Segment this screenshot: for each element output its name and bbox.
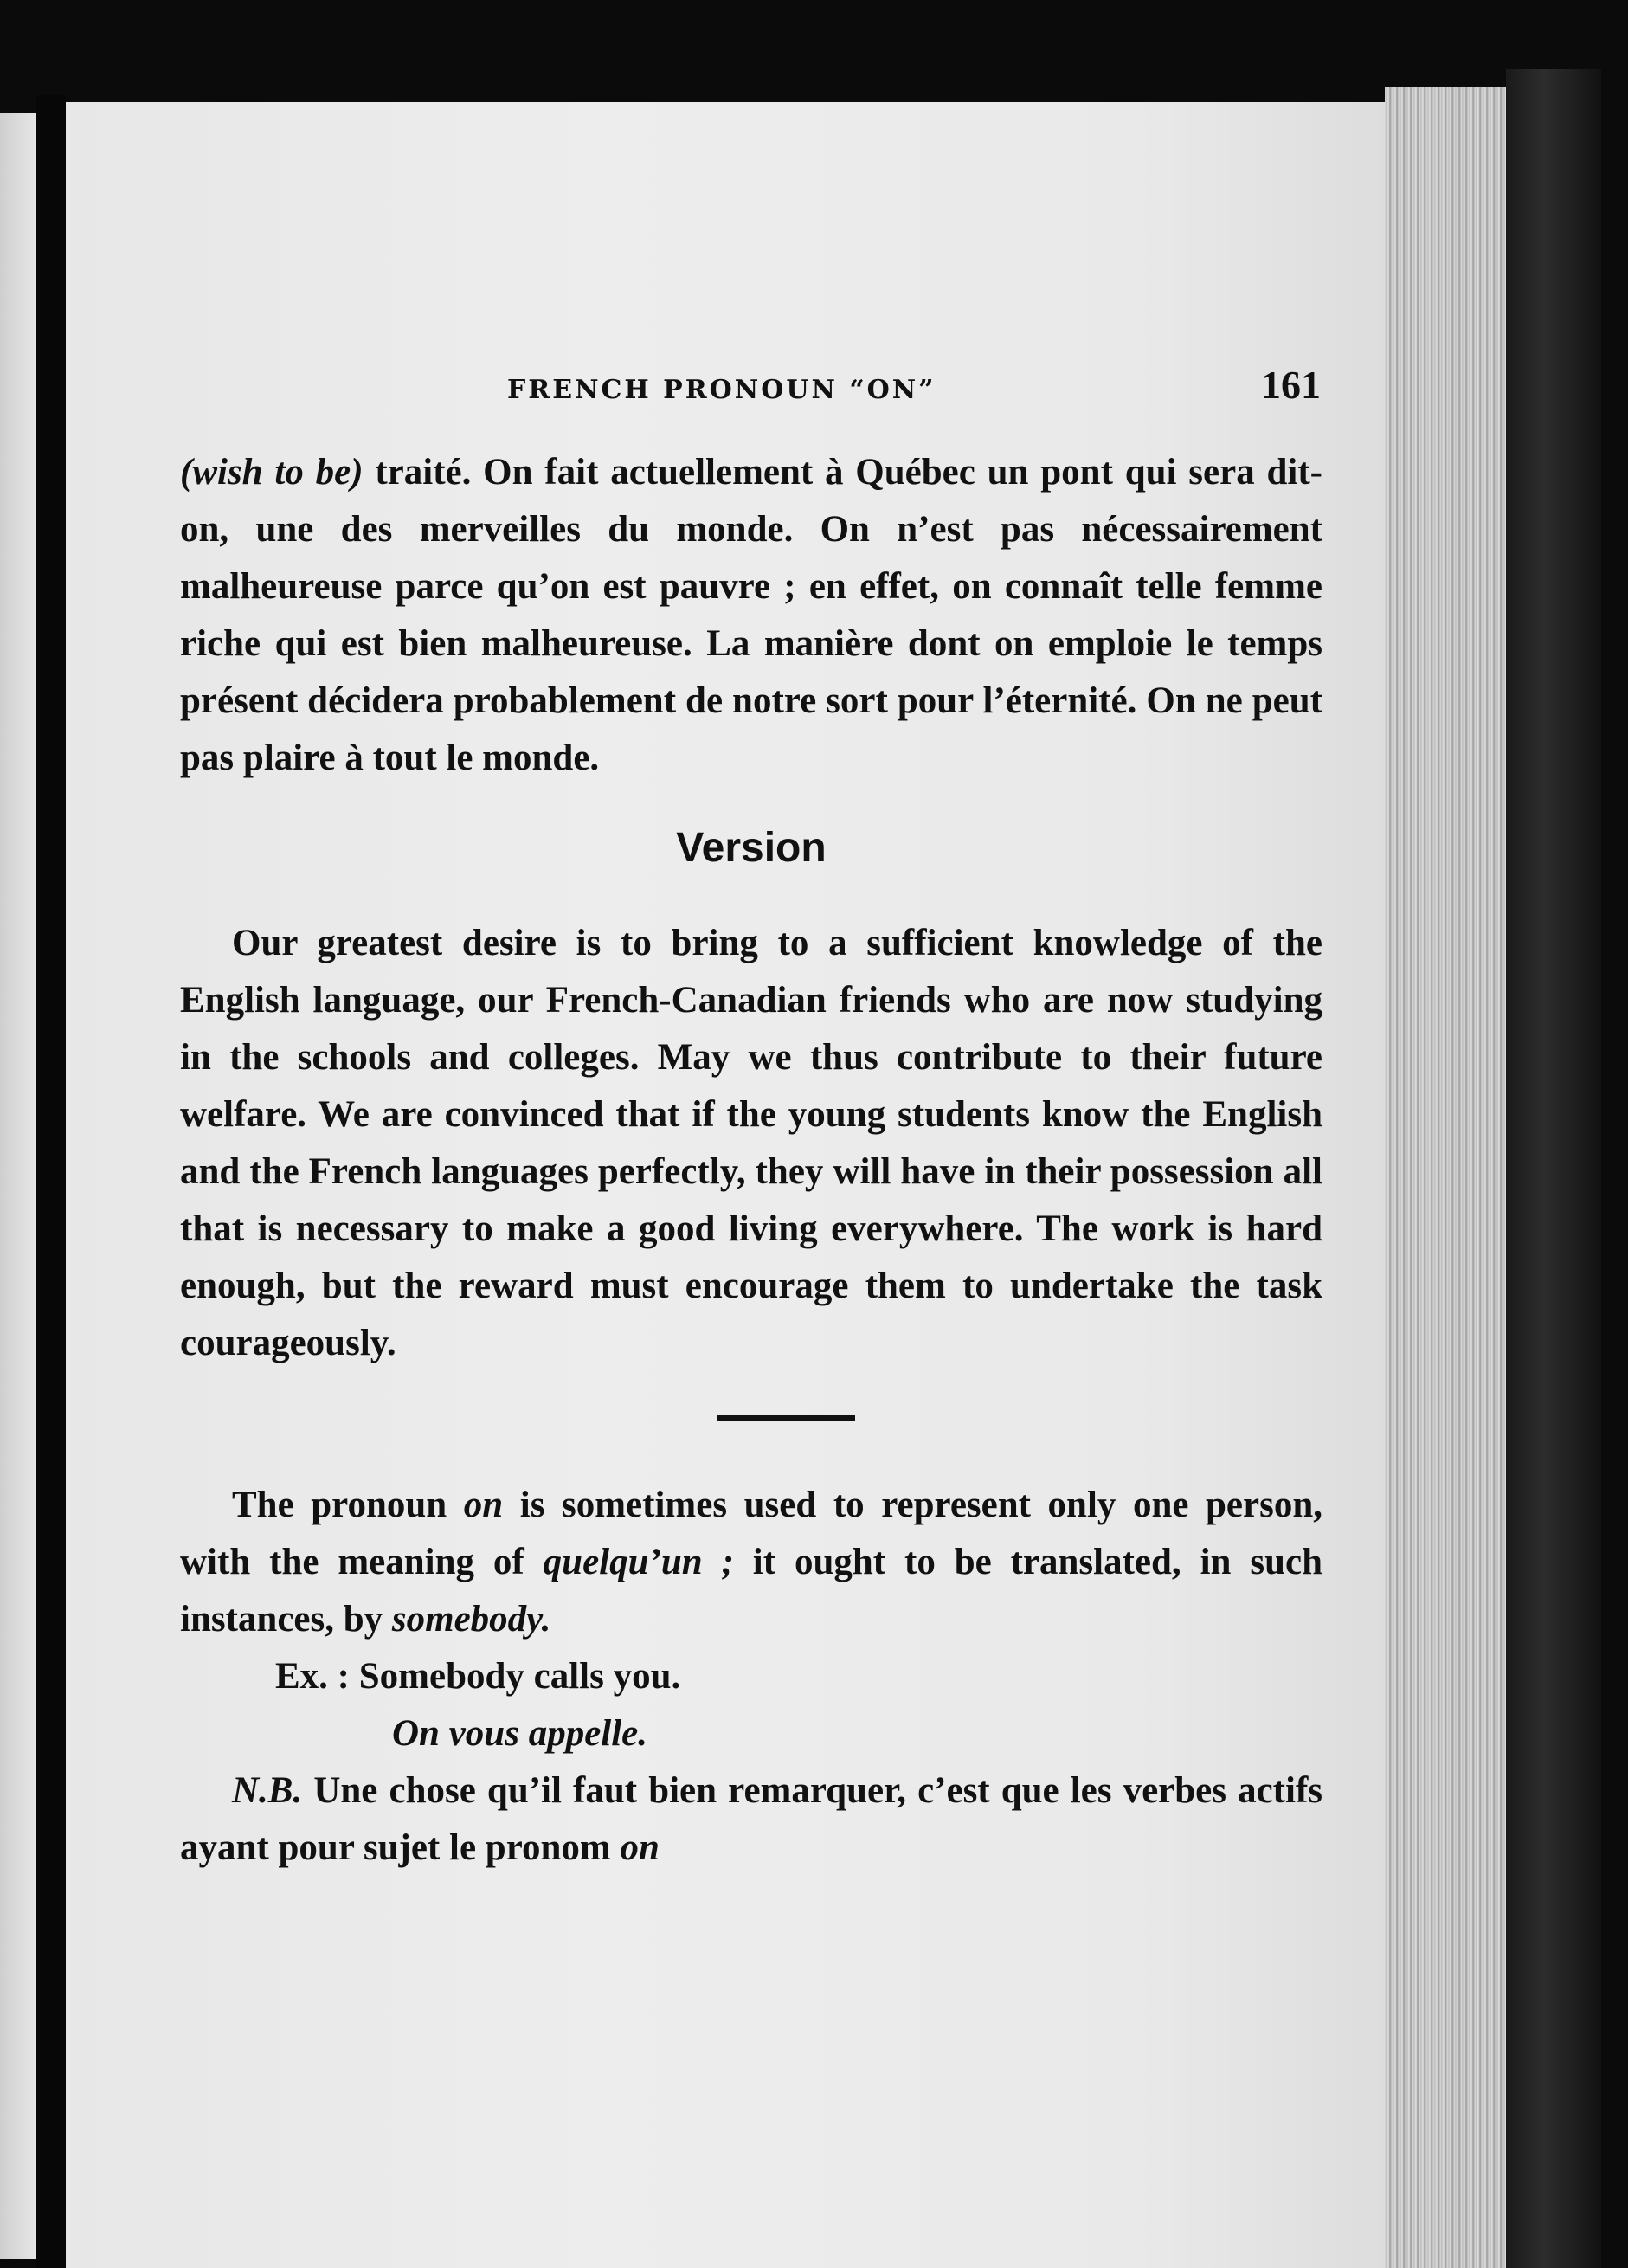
text-span: is sometimes used to represent only one person, with the meaning of	[180, 1485, 1322, 1582]
page-number: 161	[1261, 363, 1321, 407]
example-english	[180, 1648, 1322, 1705]
paragraph-pronoun-rule	[180, 1477, 1322, 1648]
page-body	[180, 444, 1322, 1877]
book-page	[66, 102, 1407, 2268]
example-sentence: Somebody calls you.	[358, 1656, 681, 1697]
paragraph-text: traité. On fait actuellement à Québec un pont qui sera dit-on, une des merveilles du monde. On n’est pas nécessairement malheureuse parce qu’on est pauvre ; en effet, on connaît telle femme riche qui est bien malheureuse. La manière dont on emploie le temps présent décidera probablement de notre sort pour l’éternité. On ne peut pas plaire à tout le monde.	[180, 452, 1322, 778]
book-cover-edge	[1506, 69, 1601, 2268]
paragraph-version: Our greatest desire is to bring to a sufficient knowledge of the English language, our French-Canadian friends who are now studying in the schools and colleges. May we thus contribute to their future welfare. We are convinced that if the young students know the English and the French languages perfectly, they will have in their possession all that is necessary to make a good living everywhere. The work is hard enough, but the reward must encourage them to undertake the task courageously.	[180, 923, 1322, 1363]
left-page-edge	[0, 113, 36, 2259]
italic-term: on	[620, 1827, 660, 1868]
text-span: The pronoun	[232, 1485, 464, 1525]
italic-term: quelqu’un ;	[543, 1542, 734, 1582]
note-label: N.B.	[232, 1770, 303, 1811]
example-french: On vous appelle.	[392, 1713, 648, 1754]
italic-term: on	[463, 1485, 504, 1525]
running-title: FRENCH PRONOUN “ON”	[507, 375, 936, 405]
page-stack-edge	[1385, 87, 1506, 2268]
section-divider	[717, 1415, 855, 1421]
paragraph-note	[180, 1762, 1322, 1877]
italic-term: somebody.	[391, 1599, 551, 1640]
intro-italic: (wish to be)	[180, 452, 364, 493]
text-span: it ought to be translated, in such instances, by	[180, 1542, 1322, 1640]
running-head	[455, 362, 1321, 408]
section-heading: Version	[676, 825, 827, 871]
paragraph-french-exercise	[180, 444, 1322, 787]
book-gutter	[36, 95, 66, 2268]
example-label: Ex. :	[275, 1656, 350, 1697]
note-text: Une chose qu’il faut bien remarquer, c’est que les verbes actifs ayant pour sujet le pronom	[180, 1770, 1322, 1868]
